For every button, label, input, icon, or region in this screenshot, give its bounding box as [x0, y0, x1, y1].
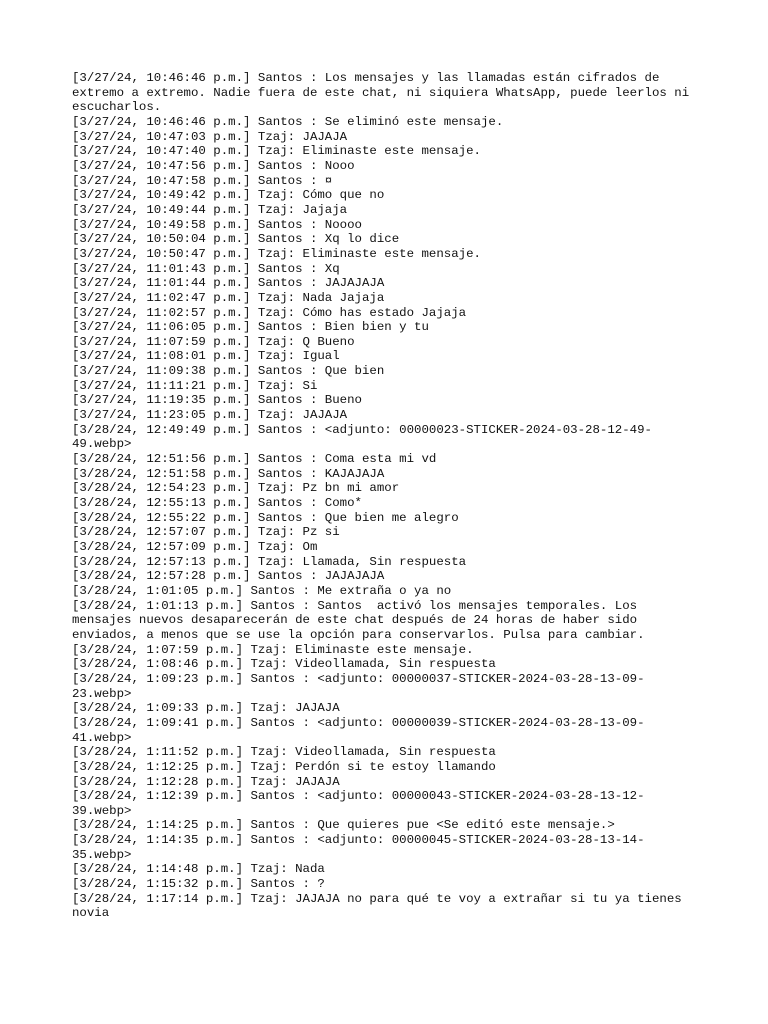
transcript-line: [3/27/24, 10:49:44 p.m.] Tzaj: Jajaja: [72, 202, 348, 217]
transcript-line: [3/28/24, 12:51:56 p.m.] Santos : Coma esta mi vd: [72, 452, 437, 467]
transcript-line: 49.webp>: [72, 437, 132, 452]
transcript-line: [3/28/24, 12:55:22 p.m.] Santos : Que bien me alegro: [72, 510, 459, 525]
transcript-line: [3/28/24, 1:12:25 p.m.] Tzaj: Perdón si te estoy llamando: [72, 759, 496, 774]
transcript-line: [3/28/24, 1:17:14 p.m.] Tzaj: JAJAJA no para qué te voy a extrañar si tu ya tienes: [72, 891, 682, 906]
transcript-line: [3/28/24, 1:09:23 p.m.] Santos : <adjunto: 00000037-STICKER-2024-03-28-13-09-: [72, 671, 645, 686]
transcript-line: novia: [72, 906, 110, 921]
transcript-line: [3/28/24, 12:51:58 p.m.] Santos : KAJAJAJA: [72, 466, 385, 481]
transcript-line: [3/28/24, 1:09:41 p.m.] Santos : <adjunto: 00000039-STICKER-2024-03-28-13-09-: [72, 715, 645, 730]
transcript-line: [3/27/24, 11:08:01 p.m.] Tzaj: Igual: [72, 349, 340, 364]
transcript-line: [3/28/24, 12:49:49 p.m.] Santos : <adjunto: 00000023-STICKER-2024-03-28-12-49-: [72, 422, 652, 437]
transcript-line: [3/27/24, 11:23:05 p.m.] Tzaj: JAJAJA: [72, 408, 348, 423]
transcript-line: [3/28/24, 1:14:35 p.m.] Santos : <adjunto: 00000045-STICKER-2024-03-28-13-14-: [72, 833, 645, 848]
transcript-line: [3/28/24, 1:09:33 p.m.] Tzaj: JAJAJA: [72, 701, 340, 716]
transcript-line: [3/28/24, 12:57:09 p.m.] Tzaj: Om: [72, 540, 318, 554]
transcript-line: [3/27/24, 11:11:21 p.m.] Tzaj: Si: [72, 378, 318, 393]
transcript-line: [3/28/24, 12:57:28 p.m.] Santos : JAJAJAJA: [72, 569, 385, 584]
transcript-line: 39.webp>: [72, 803, 132, 818]
transcript-line: [3/27/24, 10:50:04 p.m.] Santos : Xq lo dice: [72, 232, 400, 247]
transcript-line: [3/28/24, 1:12:28 p.m.] Tzaj: JAJAJA: [72, 774, 340, 789]
transcript-line: [3/28/24, 1:14:48 p.m.] Tzaj: Nada: [72, 862, 325, 877]
transcript-line: [3/27/24, 11:01:43 p.m.] Santos : Xq: [72, 261, 340, 276]
transcript-line: 41.webp>: [72, 730, 132, 745]
transcript-line: [3/27/24, 10:47:58 p.m.] Santos : ¤: [72, 173, 333, 188]
transcript-line: [3/28/24, 1:12:39 p.m.] Santos : <adjunto: 00000043-STICKER-2024-03-28-13-12-: [72, 789, 645, 804]
transcript-line: [3/28/24, 1:11:52 p.m.] Tzaj: Videollamada, Sin respuesta: [72, 745, 496, 760]
transcript-line: [3/27/24, 11:06:05 p.m.] Santos : Bien bien y tu: [72, 320, 429, 335]
transcript-line: [3/27/24, 10:46:46 p.m.] Santos : Los mensajes y las llamadas están cifrados de: [72, 71, 660, 85]
transcript-line: [3/28/24, 1:01:13 p.m.] Santos : Santos activó los mensajes temporales. Los: [72, 598, 638, 613]
transcript-line: [3/27/24, 10:47:03 p.m.] Tzaj: JAJAJA: [72, 129, 348, 144]
transcript-line: 35.webp>: [72, 847, 132, 862]
transcript-line: [3/27/24, 11:02:47 p.m.] Tzaj: Nada Jajaja: [72, 290, 385, 305]
transcript-line: [3/28/24, 1:07:59 p.m.] Tzaj: Eliminaste este mensaje.: [72, 642, 474, 657]
transcript-line: [3/27/24, 11:09:38 p.m.] Santos : Que bien: [72, 364, 385, 379]
transcript-line: [3/28/24, 1:14:25 p.m.] Santos : Que quieres pue <Se editó este mensaje.>: [72, 818, 615, 833]
transcript-line: [3/28/24, 12:55:13 p.m.] Santos : Como*: [72, 496, 362, 511]
transcript-line: [3/27/24, 10:47:56 p.m.] Santos : Nooo: [72, 158, 355, 173]
transcript-line: [3/27/24, 10:47:40 p.m.] Tzaj: Eliminaste este mensaje.: [72, 144, 481, 159]
transcript-line: [3/27/24, 10:46:46 p.m.] Santos : Se eliminó este mensaje.: [72, 114, 504, 129]
transcript-line: [3/27/24, 10:49:58 p.m.] Santos : Noooo: [72, 217, 362, 232]
transcript-line: [3/28/24, 1:01:05 p.m.] Santos : Me extraña o ya no: [72, 583, 452, 598]
transcript-line: [3/28/24, 1:15:32 p.m.] Santos : ?: [72, 877, 325, 892]
transcript-line: [3/27/24, 11:07:59 p.m.] Tzaj: Q Bueno: [72, 334, 355, 349]
transcript-line: [3/27/24, 10:50:47 p.m.] Tzaj: Eliminaste este mensaje.: [72, 246, 481, 261]
transcript-line: extremo a extremo. Nadie fuera de este chat, ni siquiera WhatsApp, puede leerlos ni: [72, 85, 690, 100]
transcript-line: [3/27/24, 11:01:44 p.m.] Santos : JAJAJAJA: [72, 276, 385, 291]
transcript-line: 23.webp>: [72, 686, 132, 701]
transcript-line: mensajes nuevos desaparecerán de este chat después de 24 horas de haber sido: [72, 613, 638, 628]
transcript-line: [3/28/24, 12:54:23 p.m.] Tzaj: Pz bn mi amor: [72, 481, 400, 496]
transcript-line: [3/28/24, 12:57:13 p.m.] Tzaj: Llamada, Sin respuesta: [72, 554, 467, 569]
transcript-line: [3/27/24, 11:02:57 p.m.] Tzaj: Cómo has estado Jajaja: [72, 305, 467, 320]
transcript-line: enviados, a menos que se use la opción para conservarlos. Pulsa para cambiar.: [72, 627, 645, 642]
transcript-line: [3/28/24, 1:08:46 p.m.] Tzaj: Videollamada, Sin respuesta: [72, 657, 496, 672]
transcript-line: [3/27/24, 11:19:35 p.m.] Santos : Bueno: [72, 393, 362, 408]
transcript-line: [3/28/24, 12:57:07 p.m.] Tzaj: Pz si: [72, 525, 340, 540]
chat-transcript: [72, 71, 708, 921]
transcript-line: [3/27/24, 10:49:42 p.m.] Tzaj: Cómo que no: [72, 188, 385, 203]
transcript-line: escucharlos.: [72, 100, 162, 115]
